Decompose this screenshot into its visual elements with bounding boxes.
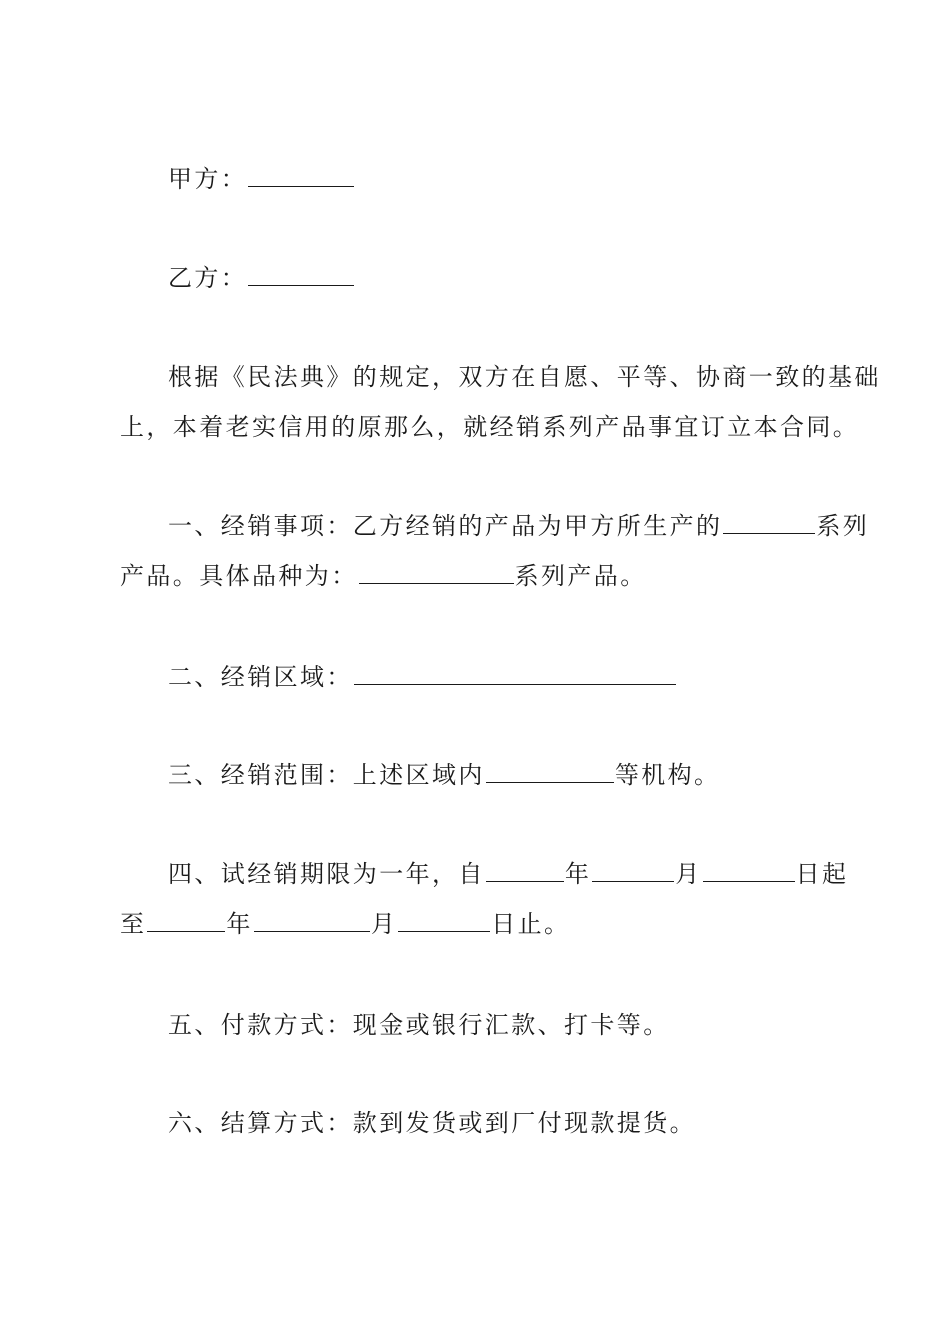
clause-2-text: 二、经销区域： — [168, 663, 353, 691]
preamble-text-1: 根据《民法典》的规定，双方在自愿、平等、协商一致的基础 — [168, 363, 881, 391]
preamble-line-2 — [120, 412, 860, 442]
clause-6-text: 六、结算方式：款到发货或到厂付现款提货。 — [168, 1109, 696, 1137]
clause-1-text-d: 系列产品。 — [514, 562, 647, 590]
clause-1-text-c: 产品。具体品种为： — [120, 562, 358, 590]
end-month-label: 月 — [370, 910, 398, 938]
clause-4-line-1 — [168, 859, 888, 889]
clause-5-line — [168, 1010, 888, 1040]
party-a-blank — [248, 164, 354, 187]
clause-6-line — [168, 1108, 888, 1138]
sales-region-blank — [354, 662, 676, 685]
party-a-line — [168, 164, 888, 194]
institution-blank — [486, 760, 614, 783]
end-month-blank — [254, 909, 370, 932]
product-series-blank — [723, 511, 815, 534]
preamble-line-1 — [168, 362, 888, 392]
preamble-text-2: 上，本着老实信用的原那么，就经销系列产品事宜订立本合同。 — [120, 413, 860, 441]
end-day-blank — [398, 909, 490, 932]
clause-1-line-1 — [168, 511, 888, 541]
clause-3-text-a: 三、经销范围：上述区域内 — [168, 761, 485, 789]
start-year-label: 年 — [564, 860, 592, 888]
start-day-blank — [703, 859, 795, 882]
start-day-label: 日起 — [795, 860, 849, 888]
clause-1-text-b: 系列 — [816, 512, 870, 540]
party-a-label: 甲方： — [168, 165, 248, 193]
party-b-label: 乙方： — [168, 264, 248, 292]
start-year-blank — [486, 859, 564, 882]
clause-4-text-b: 至 — [120, 910, 147, 938]
start-month-label: 月 — [675, 860, 702, 888]
clause-2-line — [168, 662, 888, 692]
clause-4-line-2 — [120, 909, 840, 939]
end-year-blank — [147, 909, 225, 932]
product-variety-blank — [359, 561, 514, 584]
clause-1-text-a: 一、经销事项：乙方经销的产品为甲方所生产的 — [168, 512, 723, 540]
party-b-line — [168, 263, 888, 293]
clause-4-text-a: 四、试经销期限为一年，自 — [168, 860, 485, 888]
clause-1-line-2 — [120, 561, 840, 591]
clause-5-text: 五、付款方式：现金或银行汇款、打卡等。 — [168, 1011, 670, 1039]
clause-3-line — [168, 760, 888, 790]
end-year-label: 年 — [226, 910, 253, 938]
party-b-blank — [248, 263, 354, 286]
start-month-blank — [592, 859, 674, 882]
clause-3-text-b: 等机构。 — [614, 761, 721, 789]
end-day-label: 日止。 — [491, 910, 571, 938]
